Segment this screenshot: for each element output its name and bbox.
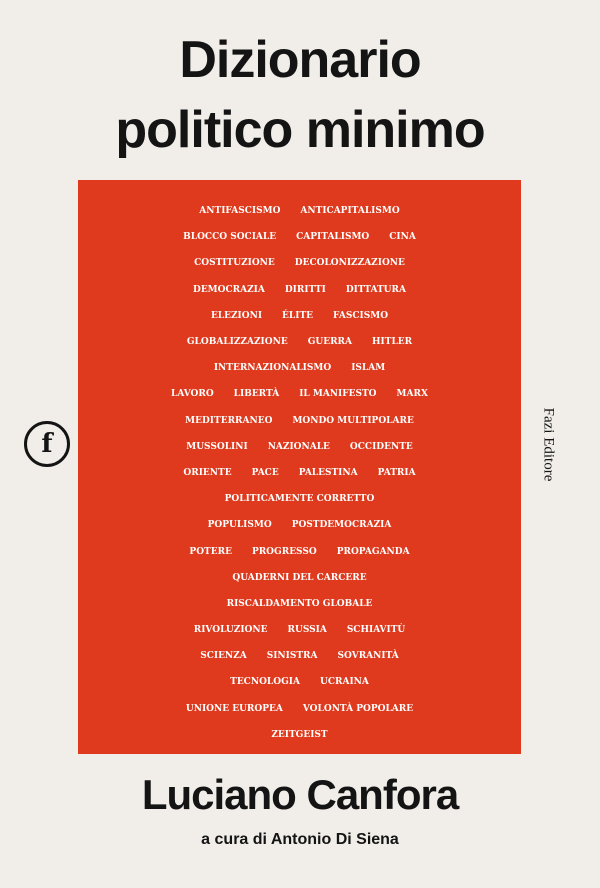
- term-row: [78, 591, 521, 617]
- term: UNIONE EUROPEA: [185, 703, 283, 714]
- term-row: [78, 355, 521, 381]
- term-row: [78, 643, 521, 669]
- term-row: [78, 277, 521, 303]
- terms-panel: [78, 180, 521, 754]
- term-row: [78, 329, 521, 355]
- term: SCIENZA: [200, 651, 247, 662]
- term: BLOCCO SOCIALE: [183, 232, 277, 243]
- term: MARX: [396, 389, 428, 400]
- term: TECNOLOGIA: [230, 677, 300, 688]
- term: ANTICAPITALISMO: [300, 206, 400, 217]
- term: NAZIONALE: [267, 441, 330, 452]
- term: LIBERTÀ: [233, 389, 280, 400]
- term-row: [78, 565, 521, 591]
- term: DECOLONIZZAZIONE: [294, 258, 405, 269]
- term: FASCISMO: [333, 310, 389, 321]
- term: MEDITERRANEO: [185, 415, 273, 426]
- term: POPULISMO: [207, 520, 272, 531]
- term: CINA: [389, 232, 416, 243]
- term: MONDO MULTIPOLARE: [292, 415, 414, 426]
- term: QUADERNI DEL CARCERE: [232, 572, 367, 583]
- term-row: [78, 198, 521, 224]
- term: INTERNAZIONALISMO: [213, 363, 332, 374]
- term-row: [78, 722, 521, 748]
- title-line-2: politico minimo: [115, 101, 485, 159]
- term-row: [78, 250, 521, 276]
- publisher-name: Fazi Editore: [540, 407, 557, 482]
- fazi-logo-icon: [24, 421, 70, 467]
- term-row: [78, 381, 521, 407]
- term: IL MANIFESTO: [299, 389, 377, 400]
- term: SINISTRA: [266, 651, 318, 662]
- term-row: [78, 538, 521, 564]
- term: ÉLITE: [282, 310, 314, 321]
- term: LAVORO: [171, 389, 214, 400]
- term: ZEITGEIST: [271, 729, 328, 740]
- term: VOLONTÀ POPOLARE: [302, 703, 414, 714]
- term-row: [78, 224, 521, 250]
- editor-credit: a cura di Antonio Di Siena: [201, 831, 399, 848]
- term: PROGRESSO: [251, 546, 317, 557]
- term: RUSSIA: [287, 625, 327, 636]
- term-row: [78, 408, 521, 434]
- logo-letter: f: [41, 429, 53, 459]
- term: PACE: [251, 467, 279, 478]
- term: SOVRANITÀ: [337, 651, 399, 662]
- term: ELEZIONI: [210, 310, 263, 321]
- term: ANTIFASCISMO: [199, 206, 281, 217]
- term: UCRAINA: [319, 677, 369, 688]
- term-row: [78, 303, 521, 329]
- title-line-1: Dizionario: [179, 31, 421, 89]
- term-row: [78, 512, 521, 538]
- term: RIVOLUZIONE: [193, 625, 268, 636]
- term: PATRIA: [377, 467, 416, 478]
- term: POLITICAMENTE CORRETTO: [224, 494, 375, 505]
- term: OCCIDENTE: [349, 441, 413, 452]
- term: DIRITTI: [284, 284, 326, 295]
- term: PALESTINA: [298, 467, 358, 478]
- term: SCHIAVITÙ: [346, 625, 406, 636]
- terms-list: [78, 198, 521, 748]
- term-row: [78, 617, 521, 643]
- term: HITLER: [372, 337, 413, 348]
- term: GLOBALIZZAZIONE: [186, 337, 288, 348]
- term: DEMOCRAZIA: [193, 284, 265, 295]
- term: POSTDEMOCRAZIA: [291, 520, 392, 531]
- term-row: [78, 696, 521, 722]
- term: CAPITALISMO: [296, 232, 370, 243]
- term: GUERRA: [307, 337, 353, 348]
- term-row: [78, 434, 521, 460]
- term: RISCALDAMENTO GLOBALE: [226, 598, 373, 609]
- term-row: [78, 669, 521, 695]
- term: DITTATURA: [345, 284, 406, 295]
- term: PROPAGANDA: [336, 546, 410, 557]
- author-name: Luciano Canfora: [141, 771, 459, 818]
- term: ORIENTE: [183, 467, 232, 478]
- term-row: [78, 460, 521, 486]
- term: POTERE: [189, 546, 232, 557]
- term: ISLAM: [351, 363, 386, 374]
- term-row: [78, 486, 521, 512]
- term: MUSSOLINI: [186, 441, 248, 452]
- term: COSTITUZIONE: [194, 258, 275, 269]
